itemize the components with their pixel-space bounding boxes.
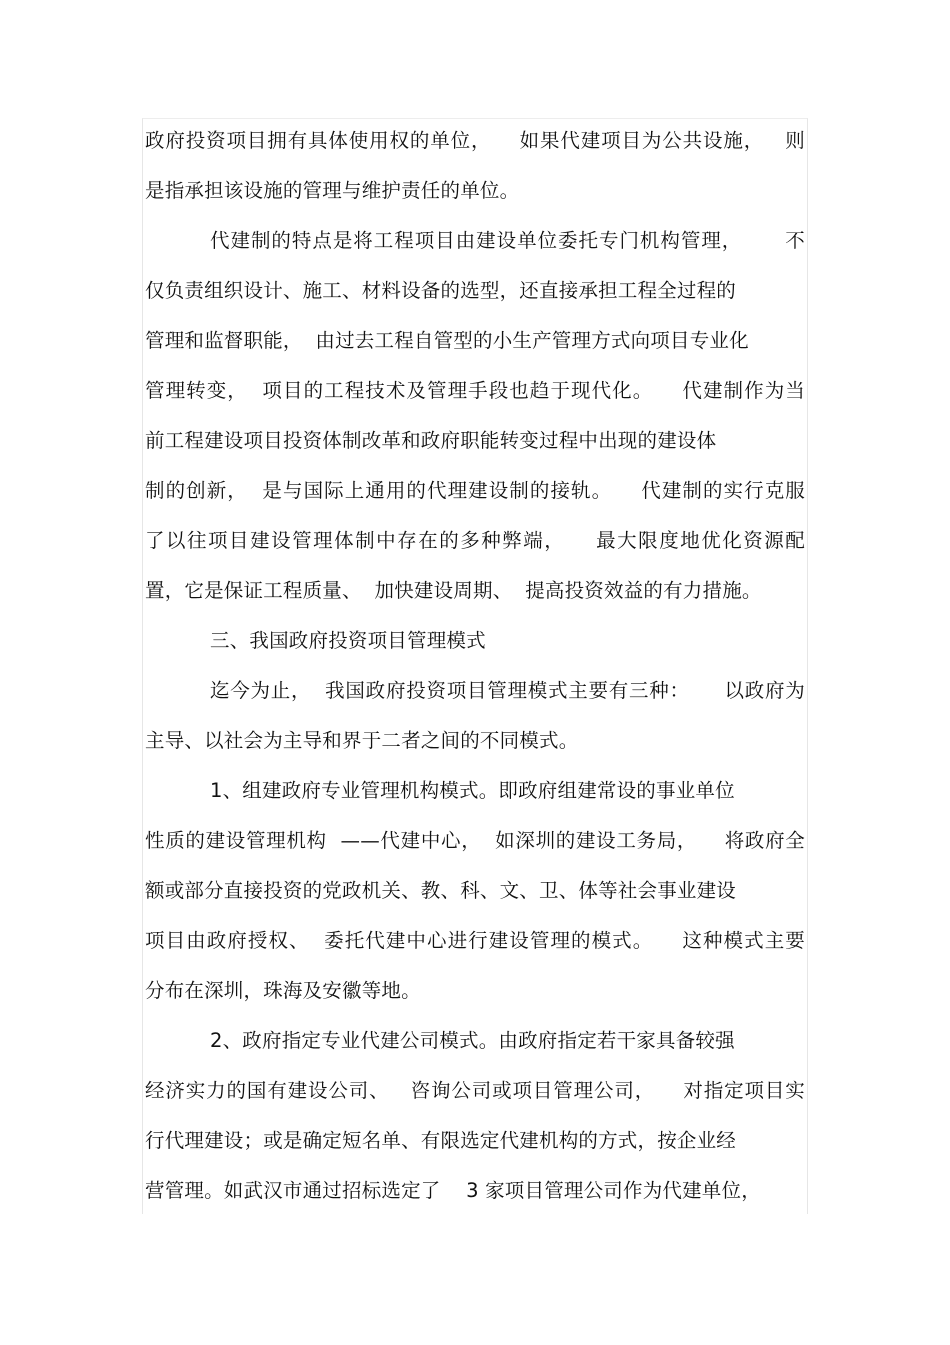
list-item-heading: 1、组建政府专业管理机构模式。即政府组建常设的事业单位 <box>210 779 735 802</box>
text-line: 项目由政府授权、 委托代建中心进行建设管理的模式。 这种模式主要 <box>145 929 805 952</box>
section-heading: 三、我国政府投资项目管理模式 <box>210 629 486 652</box>
text-line: 了以往项目建设管理体制中存在的多种弊端， 最大限度地优化资源配 <box>145 529 805 552</box>
text-line: 仅负责组织设计、施工、材料设备的选型，还直接承担工程全过程的 <box>145 279 737 302</box>
text-line: 管理转变， 项目的工程技术及管理手段也趋于现代化。 代建制作为当 <box>145 379 805 402</box>
text-line: 性质的建设管理机构 ——代建中心， 如深圳的建设工务局， 将政府全 <box>145 829 805 852</box>
text-line: 置，它是保证工程质量、 加快建设周期、 提高投资效益的有力措施。 <box>145 579 762 602</box>
text-line: 分布在深圳，珠海及安徽等地。 <box>145 979 421 1002</box>
text-line: 营管理。如武汉市通过招标选定了 3 家项目管理公司作为代建单位， <box>145 1179 761 1202</box>
text-line: 代建制的特点是将工程项目由建设单位委托专门机构管理， 不 <box>210 229 805 252</box>
text-line: 政府投资项目拥有具体使用权的单位， 如果代建项目为公共设施， 则 <box>145 129 805 152</box>
text-line: 管理和监督职能， 由过去工程自管型的小生产管理方式向项目专业化 <box>145 329 749 352</box>
text-line: 额或部分直接投资的党政机关、教、科、文、卫、体等社会事业建设 <box>145 879 737 902</box>
text-line: 是指承担该设施的管理与维护责任的单位。 <box>145 179 520 202</box>
text-line: 经济实力的国有建设公司、 咨询公司或项目管理公司， 对指定项目实 <box>145 1079 805 1102</box>
text-line: 迄今为止， 我国政府投资项目管理模式主要有三种： 以政府为 <box>210 679 805 702</box>
text-line: 前工程建设项目投资体制改革和政府职能转变过程中出现的建设体 <box>145 429 717 452</box>
text-line: 主导、以社会为主导和界于二者之间的不同模式。 <box>145 729 579 752</box>
text-line: 行代理建设；或是确定短名单、有限选定代建机构的方式，按企业经 <box>145 1129 737 1152</box>
text-line: 制的创新， 是与国际上通用的代理建设制的接轨。 代建制的实行克服 <box>145 479 805 502</box>
list-item-heading: 2、政府指定专业代建公司模式。由政府指定若干家具备较强 <box>210 1029 735 1052</box>
